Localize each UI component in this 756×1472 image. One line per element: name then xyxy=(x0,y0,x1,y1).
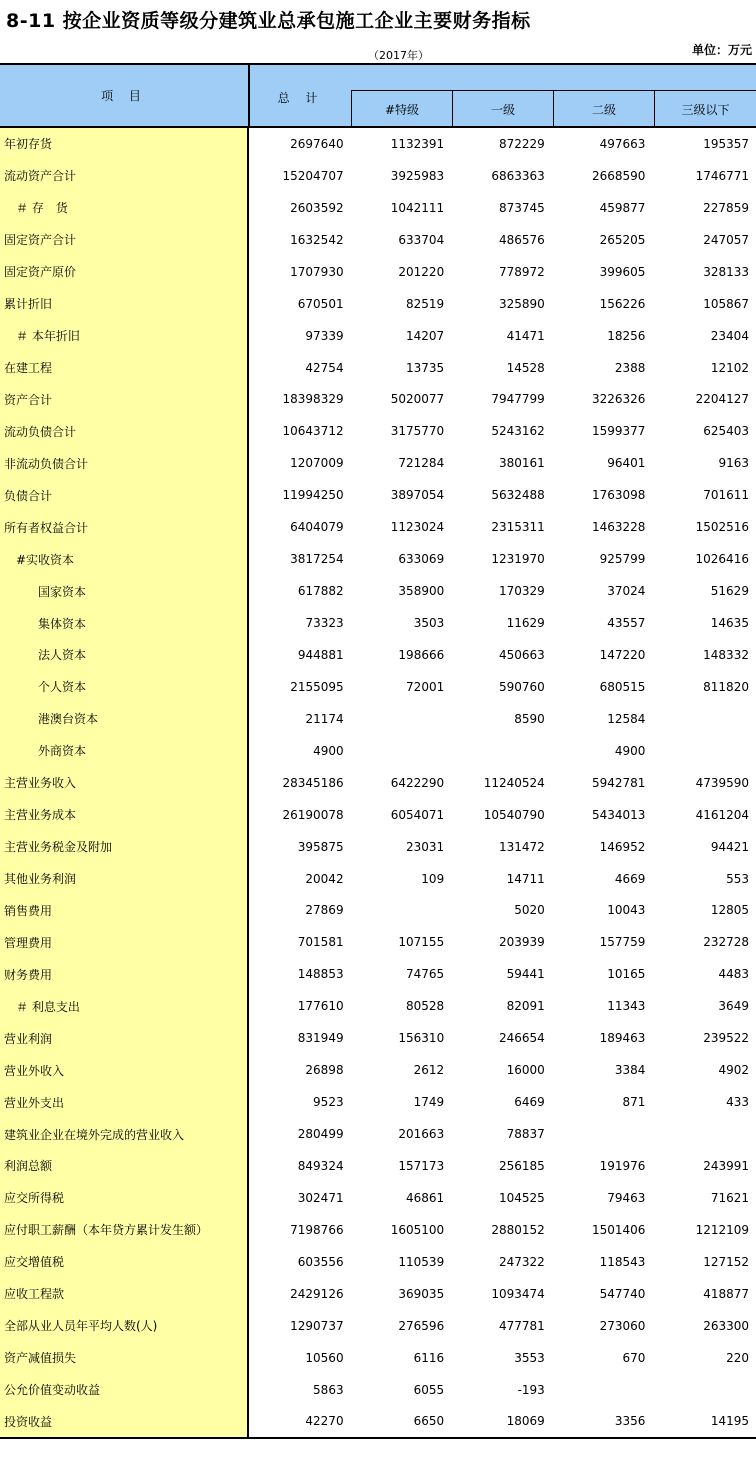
table-cell: 9163 xyxy=(718,456,750,471)
table-cell: 127152 xyxy=(703,1254,750,1269)
row-label: 应付职工薪酬（本年贷方累计发生额） xyxy=(0,1214,249,1246)
table-cell: 873745 xyxy=(498,200,545,215)
row-label: 外商资本 xyxy=(0,735,249,767)
row-label: 应收工程款 xyxy=(0,1278,249,1310)
table-cell: 227859 xyxy=(703,200,749,215)
table-cell: 170329 xyxy=(499,584,545,599)
table-row xyxy=(0,511,756,543)
table-cell: 4739590 xyxy=(695,775,750,790)
table-cell: 7198766 xyxy=(290,1222,344,1237)
table-cell: 263300 xyxy=(703,1318,750,1333)
table-cell: 42754 xyxy=(305,360,344,375)
table-cell: 10643712 xyxy=(282,424,344,439)
table-cell: 247322 xyxy=(499,1254,545,1269)
table-cell: 369035 xyxy=(398,1286,445,1301)
row-label: 公允价值变动收益 xyxy=(0,1374,249,1406)
table-cell: 1746771 xyxy=(695,168,750,183)
table-row xyxy=(0,384,756,416)
table-cell: 477781 xyxy=(499,1318,545,1333)
table-cell: 1231970 xyxy=(491,552,545,567)
table-row xyxy=(0,1054,756,1086)
table-cell: -193 xyxy=(517,1382,545,1397)
table-row xyxy=(0,1086,756,1118)
table-cell: 148332 xyxy=(703,647,749,662)
table-cell: 82519 xyxy=(406,296,445,311)
table-cell: 59441 xyxy=(506,967,545,982)
table-cell: 1599377 xyxy=(591,424,646,439)
table-cell: 9523 xyxy=(313,1095,344,1110)
row-label: 年初存货 xyxy=(0,128,249,160)
header-grade-2: 二级 xyxy=(553,91,654,127)
table-cell: 72001 xyxy=(406,679,445,694)
table-cell: 110539 xyxy=(398,1254,445,1269)
row-label: 管理费用 xyxy=(0,926,249,958)
table-row xyxy=(0,447,756,479)
table-cell: 871 xyxy=(622,1095,646,1110)
row-label: 销售费用 xyxy=(0,895,249,927)
table-row xyxy=(0,543,756,575)
table-cell: 265205 xyxy=(599,232,646,247)
table-cell: 7947799 xyxy=(491,392,545,407)
table-row xyxy=(0,575,756,607)
table-cell: 146952 xyxy=(599,839,646,854)
table-cell: 220 xyxy=(726,1350,750,1365)
table-cell: 3553 xyxy=(514,1350,545,1365)
row-label: 累计折旧 xyxy=(0,288,249,320)
table-cell: 6404079 xyxy=(290,520,344,535)
table-cell: 1093474 xyxy=(491,1286,545,1301)
table-cell: 328133 xyxy=(703,264,750,279)
row-label: 国家资本 xyxy=(0,575,249,607)
table-cell: 71621 xyxy=(710,1190,750,1205)
table-cell: 94421 xyxy=(710,839,750,854)
row-label: ＃ 本年折旧 xyxy=(0,320,249,352)
table-cell: 4669 xyxy=(614,871,646,886)
table-cell: 925799 xyxy=(599,552,646,567)
table-cell: 5863 xyxy=(313,1382,344,1397)
row-label: 所有者权益合计 xyxy=(0,511,249,543)
row-label: 主营业务成本 xyxy=(0,799,249,831)
table-row xyxy=(0,128,756,160)
table-row xyxy=(0,192,756,224)
table-cell: 104525 xyxy=(499,1190,545,1205)
table-cell: 778972 xyxy=(499,264,545,279)
table-row xyxy=(0,607,756,639)
table-cell: 1212109 xyxy=(695,1222,750,1237)
table-cell: 670 xyxy=(622,1350,646,1365)
row-label: 营业利润 xyxy=(0,1022,249,1054)
row-label: 固定资产合计 xyxy=(0,224,249,256)
table-cell: 118543 xyxy=(599,1254,646,1269)
table-row xyxy=(0,320,756,352)
table-cell: 177610 xyxy=(297,999,344,1014)
table-row xyxy=(0,1118,756,1150)
table-cell: 3925983 xyxy=(390,168,445,183)
table-cell: 325890 xyxy=(499,296,545,311)
table-row xyxy=(0,639,756,671)
table-cell: 23031 xyxy=(406,839,445,854)
table-cell: 497663 xyxy=(599,136,646,151)
table-row xyxy=(0,990,756,1022)
table-cell: 26190078 xyxy=(282,807,344,822)
table-cell: 239522 xyxy=(703,1031,750,1046)
table-cell: 5434013 xyxy=(591,807,646,822)
table-cell: 3649 xyxy=(718,999,749,1014)
table-cell: 80528 xyxy=(406,999,445,1014)
unit-label: 单位：万元 xyxy=(691,43,752,57)
row-label: 集体资本 xyxy=(0,607,249,639)
table-cell: 1605100 xyxy=(390,1222,445,1237)
table-cell: 3503 xyxy=(413,616,445,631)
table-cell: 148853 xyxy=(297,967,344,982)
header-grade-3-below: 三级以下 xyxy=(654,91,756,127)
table-cell: 1632542 xyxy=(290,232,344,247)
table-header xyxy=(0,65,756,128)
row-label: 营业外支出 xyxy=(0,1086,249,1118)
table-row xyxy=(0,1278,756,1310)
table-cell: 358900 xyxy=(398,584,445,599)
row-label: 法人资本 xyxy=(0,639,249,671)
table-cell: 12584 xyxy=(607,711,646,726)
table-cell: 433 xyxy=(726,1095,750,1110)
row-label: 资产合计 xyxy=(0,384,249,416)
table-cell: 944881 xyxy=(297,647,344,662)
row-label: 主营业务税金及附加 xyxy=(0,831,249,863)
table-row xyxy=(0,958,756,990)
table-cell: 2880152 xyxy=(491,1222,545,1237)
table-row xyxy=(0,1246,756,1278)
row-label: 负债合计 xyxy=(0,479,249,511)
table-cell: 553 xyxy=(726,871,750,886)
table-cell: 670501 xyxy=(297,296,344,311)
table-cell: 395875 xyxy=(297,839,344,854)
table-row xyxy=(0,1022,756,1054)
row-label: 应交所得税 xyxy=(0,1182,249,1214)
table-row xyxy=(0,256,756,288)
table-cell: 42270 xyxy=(305,1414,344,1429)
table-cell: 701611 xyxy=(703,488,750,503)
table-cell: 21174 xyxy=(305,711,344,726)
table-cell: 156310 xyxy=(398,1031,445,1046)
table-cell: 18069 xyxy=(506,1414,545,1429)
table-cell: 201220 xyxy=(398,264,445,279)
table-row xyxy=(0,926,756,958)
table-cell: 6055 xyxy=(413,1382,445,1397)
table-cell: 46861 xyxy=(406,1190,445,1205)
table-cell: 12805 xyxy=(710,903,750,918)
table-cell: 14195 xyxy=(710,1414,750,1429)
table-cell: 4483 xyxy=(718,967,750,982)
table-cell: 96401 xyxy=(607,456,646,471)
table-cell: 399605 xyxy=(599,264,646,279)
table-cell: 547740 xyxy=(599,1286,646,1301)
table-cell: 811820 xyxy=(703,679,749,694)
table-cell: 2668590 xyxy=(591,168,646,183)
table-cell: 1502516 xyxy=(695,520,750,535)
row-label: 全部从业人员年平均人数(人) xyxy=(0,1310,249,1342)
table-cell: 41471 xyxy=(506,328,545,343)
table-cell: 5020 xyxy=(514,903,545,918)
table-cell: 201663 xyxy=(398,1127,445,1142)
row-label: 财务费用 xyxy=(0,958,249,990)
row-label: 利润总额 xyxy=(0,1150,249,1182)
table-cell: 191976 xyxy=(599,1158,646,1173)
table-cell: 6863363 xyxy=(491,168,545,183)
table-cell: 603556 xyxy=(297,1254,344,1269)
table-row xyxy=(0,1182,756,1214)
header-total: 总 计 xyxy=(277,91,324,105)
table-cell: 4900 xyxy=(614,743,646,758)
table-cell: 2697640 xyxy=(290,136,344,151)
table-cell: 721284 xyxy=(398,456,445,471)
table-cell: 247057 xyxy=(703,232,750,247)
table-cell: 701581 xyxy=(297,935,344,950)
table-cell: 680515 xyxy=(599,679,646,694)
table-cell: 4900 xyxy=(313,743,344,758)
table-row xyxy=(0,1310,756,1342)
table-title: 8-11 按企业资质等级分建筑业总承包施工企业主要财务指标 xyxy=(6,10,531,32)
table-cell: 195357 xyxy=(703,136,750,151)
table-cell: 590760 xyxy=(499,679,545,694)
table-cell: 633069 xyxy=(398,552,445,567)
table-cell: 131472 xyxy=(499,839,545,854)
table-cell: 28345186 xyxy=(282,775,344,790)
table-cell: 486576 xyxy=(499,232,545,247)
table-cell: 14711 xyxy=(506,871,545,886)
table-cell: 8590 xyxy=(514,711,545,726)
table-cell: 14528 xyxy=(506,360,545,375)
financial-table xyxy=(0,63,756,1439)
row-label: 建筑业企业在境外完成的营业收入 xyxy=(0,1118,249,1150)
table-cell: 11343 xyxy=(607,999,646,1014)
year-label: （2017年） xyxy=(368,49,429,62)
table-row xyxy=(0,703,756,735)
table-cell: 1207009 xyxy=(290,456,344,471)
table-row xyxy=(0,1150,756,1182)
table-cell: 107155 xyxy=(398,935,445,950)
table-cell: 2388 xyxy=(614,360,646,375)
table-cell: 11994250 xyxy=(282,488,344,503)
table-cell: 6116 xyxy=(413,1350,445,1365)
table-cell: 27869 xyxy=(305,903,344,918)
row-label: 投资收益 xyxy=(0,1406,249,1438)
table-cell: 5243162 xyxy=(491,424,545,439)
row-label: 资产减值损失 xyxy=(0,1342,249,1374)
row-label: 应交增值税 xyxy=(0,1246,249,1278)
table-cell: 625403 xyxy=(703,424,750,439)
table-cell: 5632488 xyxy=(491,488,545,503)
table-cell: 156226 xyxy=(599,296,646,311)
table-row xyxy=(0,767,756,799)
table-cell: 18256 xyxy=(607,328,646,343)
table-cell: 4161204 xyxy=(695,807,750,822)
header-item: 项 目 xyxy=(0,65,250,126)
table-cell: 37024 xyxy=(607,584,646,599)
table-cell: 10560 xyxy=(305,1350,344,1365)
table-cell: 6054071 xyxy=(390,807,445,822)
row-label: 在建工程 xyxy=(0,352,249,384)
table-row xyxy=(0,831,756,863)
table-cell: 1501406 xyxy=(591,1222,646,1237)
table-cell: 51629 xyxy=(710,584,749,599)
table-cell: 1763098 xyxy=(591,488,646,503)
table-cell: 3897054 xyxy=(390,488,445,503)
table-row xyxy=(0,479,756,511)
header-grade-1: 一级 xyxy=(452,91,553,127)
table-cell: 79463 xyxy=(607,1190,646,1205)
table-cell: 232728 xyxy=(703,935,750,950)
table-cell: 3356 xyxy=(614,1414,646,1429)
table-row xyxy=(0,1214,756,1246)
table-cell: 6469 xyxy=(514,1095,545,1110)
row-label: 营业外收入 xyxy=(0,1054,249,1086)
row-label: 个人资本 xyxy=(0,671,249,703)
table-cell: 273060 xyxy=(599,1318,646,1333)
table-row xyxy=(0,1374,756,1406)
table-row xyxy=(0,799,756,831)
table-cell: 280499 xyxy=(297,1127,344,1142)
table-cell: 1749 xyxy=(413,1095,445,1110)
row-label: ＃ 利息支出 xyxy=(0,990,249,1022)
table-cell: 450663 xyxy=(499,647,545,662)
table-row xyxy=(0,415,756,447)
table-cell: 1707930 xyxy=(290,264,344,279)
table-cell: 1463228 xyxy=(591,520,646,535)
table-cell: 14635 xyxy=(710,616,749,631)
table-cell: 105867 xyxy=(703,296,750,311)
table-row xyxy=(0,1406,756,1438)
table-cell: 256185 xyxy=(499,1158,545,1173)
table-cell: 872229 xyxy=(499,136,545,151)
table-cell: 1123024 xyxy=(390,520,445,535)
table-row xyxy=(0,160,756,192)
table-cell: 4902 xyxy=(718,1063,750,1078)
table-cell: 6650 xyxy=(413,1414,445,1429)
table-cell: 10043 xyxy=(607,903,646,918)
table-cell: 2315311 xyxy=(491,520,545,535)
table-cell: 203939 xyxy=(499,935,545,950)
table-cell: 82091 xyxy=(506,999,545,1014)
table-row xyxy=(0,224,756,256)
table-cell: 3384 xyxy=(614,1063,646,1078)
table-cell: 1042111 xyxy=(390,200,445,215)
table-cell: 849324 xyxy=(297,1158,344,1173)
table-cell: 418877 xyxy=(703,1286,750,1301)
table-row xyxy=(0,1342,756,1374)
table-cell: 11240524 xyxy=(483,775,545,790)
table-row xyxy=(0,671,756,703)
table-cell: 109 xyxy=(421,871,445,886)
table-cell: 2612 xyxy=(413,1063,445,1078)
table-cell: 302471 xyxy=(297,1190,344,1205)
table-cell: 276596 xyxy=(398,1318,445,1333)
table-cell: 617882 xyxy=(297,584,344,599)
table-cell: 14207 xyxy=(406,328,445,343)
table-row xyxy=(0,735,756,767)
table-row xyxy=(0,288,756,320)
table-cell: 73323 xyxy=(305,616,344,631)
table-cell: 26898 xyxy=(305,1063,344,1078)
table-cell: 13735 xyxy=(406,360,445,375)
table-cell: 3226326 xyxy=(591,392,646,407)
table-cell: 1026416 xyxy=(695,552,749,567)
table-cell: 380161 xyxy=(499,456,545,471)
table-cell: 10165 xyxy=(607,967,646,982)
table-row xyxy=(0,863,756,895)
row-label: 其他业务利润 xyxy=(0,863,249,895)
table-cell: 189463 xyxy=(599,1031,646,1046)
table-cell: 157173 xyxy=(398,1158,445,1173)
row-label: 主营业务收入 xyxy=(0,767,249,799)
table-cell: 16000 xyxy=(506,1063,545,1078)
table-cell: 459877 xyxy=(599,200,646,215)
table-cell: 43557 xyxy=(607,616,646,631)
table-cell: 198666 xyxy=(398,647,445,662)
row-label: 流动负债合计 xyxy=(0,415,249,447)
table-row xyxy=(0,895,756,927)
table-cell: 1132391 xyxy=(390,136,445,151)
row-label: 流动资产合计 xyxy=(0,160,249,192)
table-cell: 246654 xyxy=(499,1031,545,1046)
table-cell: 10540790 xyxy=(483,807,545,822)
table-cell: 831949 xyxy=(297,1031,344,1046)
table-cell: 6422290 xyxy=(390,775,445,790)
table-cell: 20042 xyxy=(305,871,344,886)
table-cell: 15204707 xyxy=(282,168,344,183)
table-cell: 2155095 xyxy=(290,679,344,694)
table-row xyxy=(0,352,756,384)
table-cell: 243991 xyxy=(703,1158,750,1173)
table-cell: 3817254 xyxy=(290,552,344,567)
table-cell: 5942781 xyxy=(591,775,646,790)
table-cell: 23404 xyxy=(710,328,749,343)
table-cell: 157759 xyxy=(599,935,646,950)
row-label: #实收资本 xyxy=(0,543,249,575)
table-cell: 18398329 xyxy=(282,392,344,407)
header-special-grade: #特级 xyxy=(351,91,452,127)
table-cell: 3175770 xyxy=(390,424,445,439)
table-cell: 97339 xyxy=(305,328,344,343)
table-cell: 633704 xyxy=(398,232,445,247)
table-cell: 2603592 xyxy=(290,200,344,215)
header-sub-row xyxy=(351,90,756,126)
row-label: 固定资产原价 xyxy=(0,256,249,288)
table-cell: 2204127 xyxy=(695,392,750,407)
table-cell: 5020077 xyxy=(390,392,445,407)
table-cell: 11629 xyxy=(506,616,545,631)
table-cell: 78837 xyxy=(506,1127,545,1142)
table-cell: 1290737 xyxy=(290,1318,344,1333)
row-label: 港澳台资本 xyxy=(0,703,249,735)
table-cell: 74765 xyxy=(406,967,445,982)
row-label: 非流动负债合计 xyxy=(0,447,249,479)
table-cell: 12102 xyxy=(710,360,750,375)
table-body xyxy=(0,128,756,1437)
row-label: ＃ 存 货 xyxy=(0,192,249,224)
table-cell: 147220 xyxy=(599,647,646,662)
table-cell: 2429126 xyxy=(290,1286,344,1301)
